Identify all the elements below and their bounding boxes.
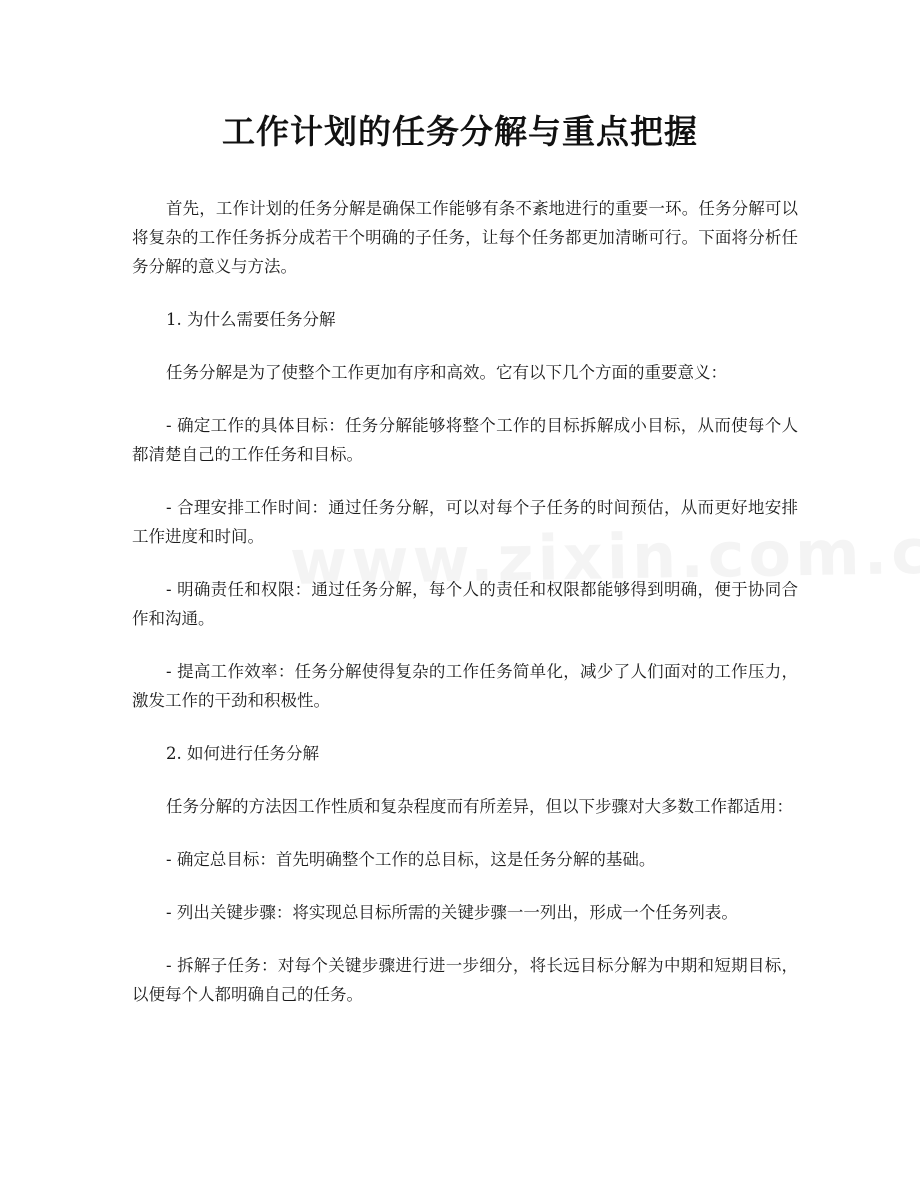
list-item-key-steps: - 列出关键步骤：将实现总目标所需的关键步骤一一列出，形成一个任务列表。 <box>166 903 738 922</box>
page-title: 工作计划的任务分解与重点把握 <box>222 112 698 151</box>
document-body <box>132 194 798 1009</box>
list-item-goal: - 确定工作的具体目标：任务分解能够将整个工作的目标拆解成小目标，从而使每个人都清楚自己的工作任务和目标。 <box>132 416 798 464</box>
list-item-subtasks: - 拆解子任务：对每个关键步骤进行进一步细分，将长远目标分解为中期和短期目标，以便每个人都明确自己的任务。 <box>132 956 798 1004</box>
section-heading-2: 2. 如何进行任务分解 <box>166 744 319 763</box>
list-item-time: - 合理安排工作时间：通过任务分解，可以对每个子任务的时间预估，从而更好地安排工作进度和时间。 <box>132 498 798 546</box>
paragraph-method: 任务分解的方法因工作性质和复杂程度而有所差异，但以下步骤对大多数工作都适用： <box>166 797 793 816</box>
list-item-total-goal: - 确定总目标：首先明确整个工作的总目标，这是任务分解的基础。 <box>166 850 656 869</box>
list-item-efficiency: - 提高工作效率：任务分解使得复杂的工作任务简单化，减少了人们面对的工作压力，激发工作的干劲和积极性。 <box>132 662 798 710</box>
paragraph-intro: 首先，工作计划的任务分解是确保工作能够有条不紊地进行的重要一环。任务分解可以将复杂的工作任务拆分成若干个明确的子任务，让每个任务都更加清晰可行。下面将分析任务分解的意义与方法。 <box>132 199 798 276</box>
section-heading-1: 1. 为什么需要任务分解 <box>166 310 336 329</box>
paragraph-significance: 任务分解是为了使整个工作更加有序和高效。它有以下几个方面的重要意义： <box>166 363 727 382</box>
list-item-responsibility: - 明确责任和权限：通过任务分解，每个人的责任和权限都能够得到明确，便于协同合作和沟通。 <box>132 580 798 628</box>
